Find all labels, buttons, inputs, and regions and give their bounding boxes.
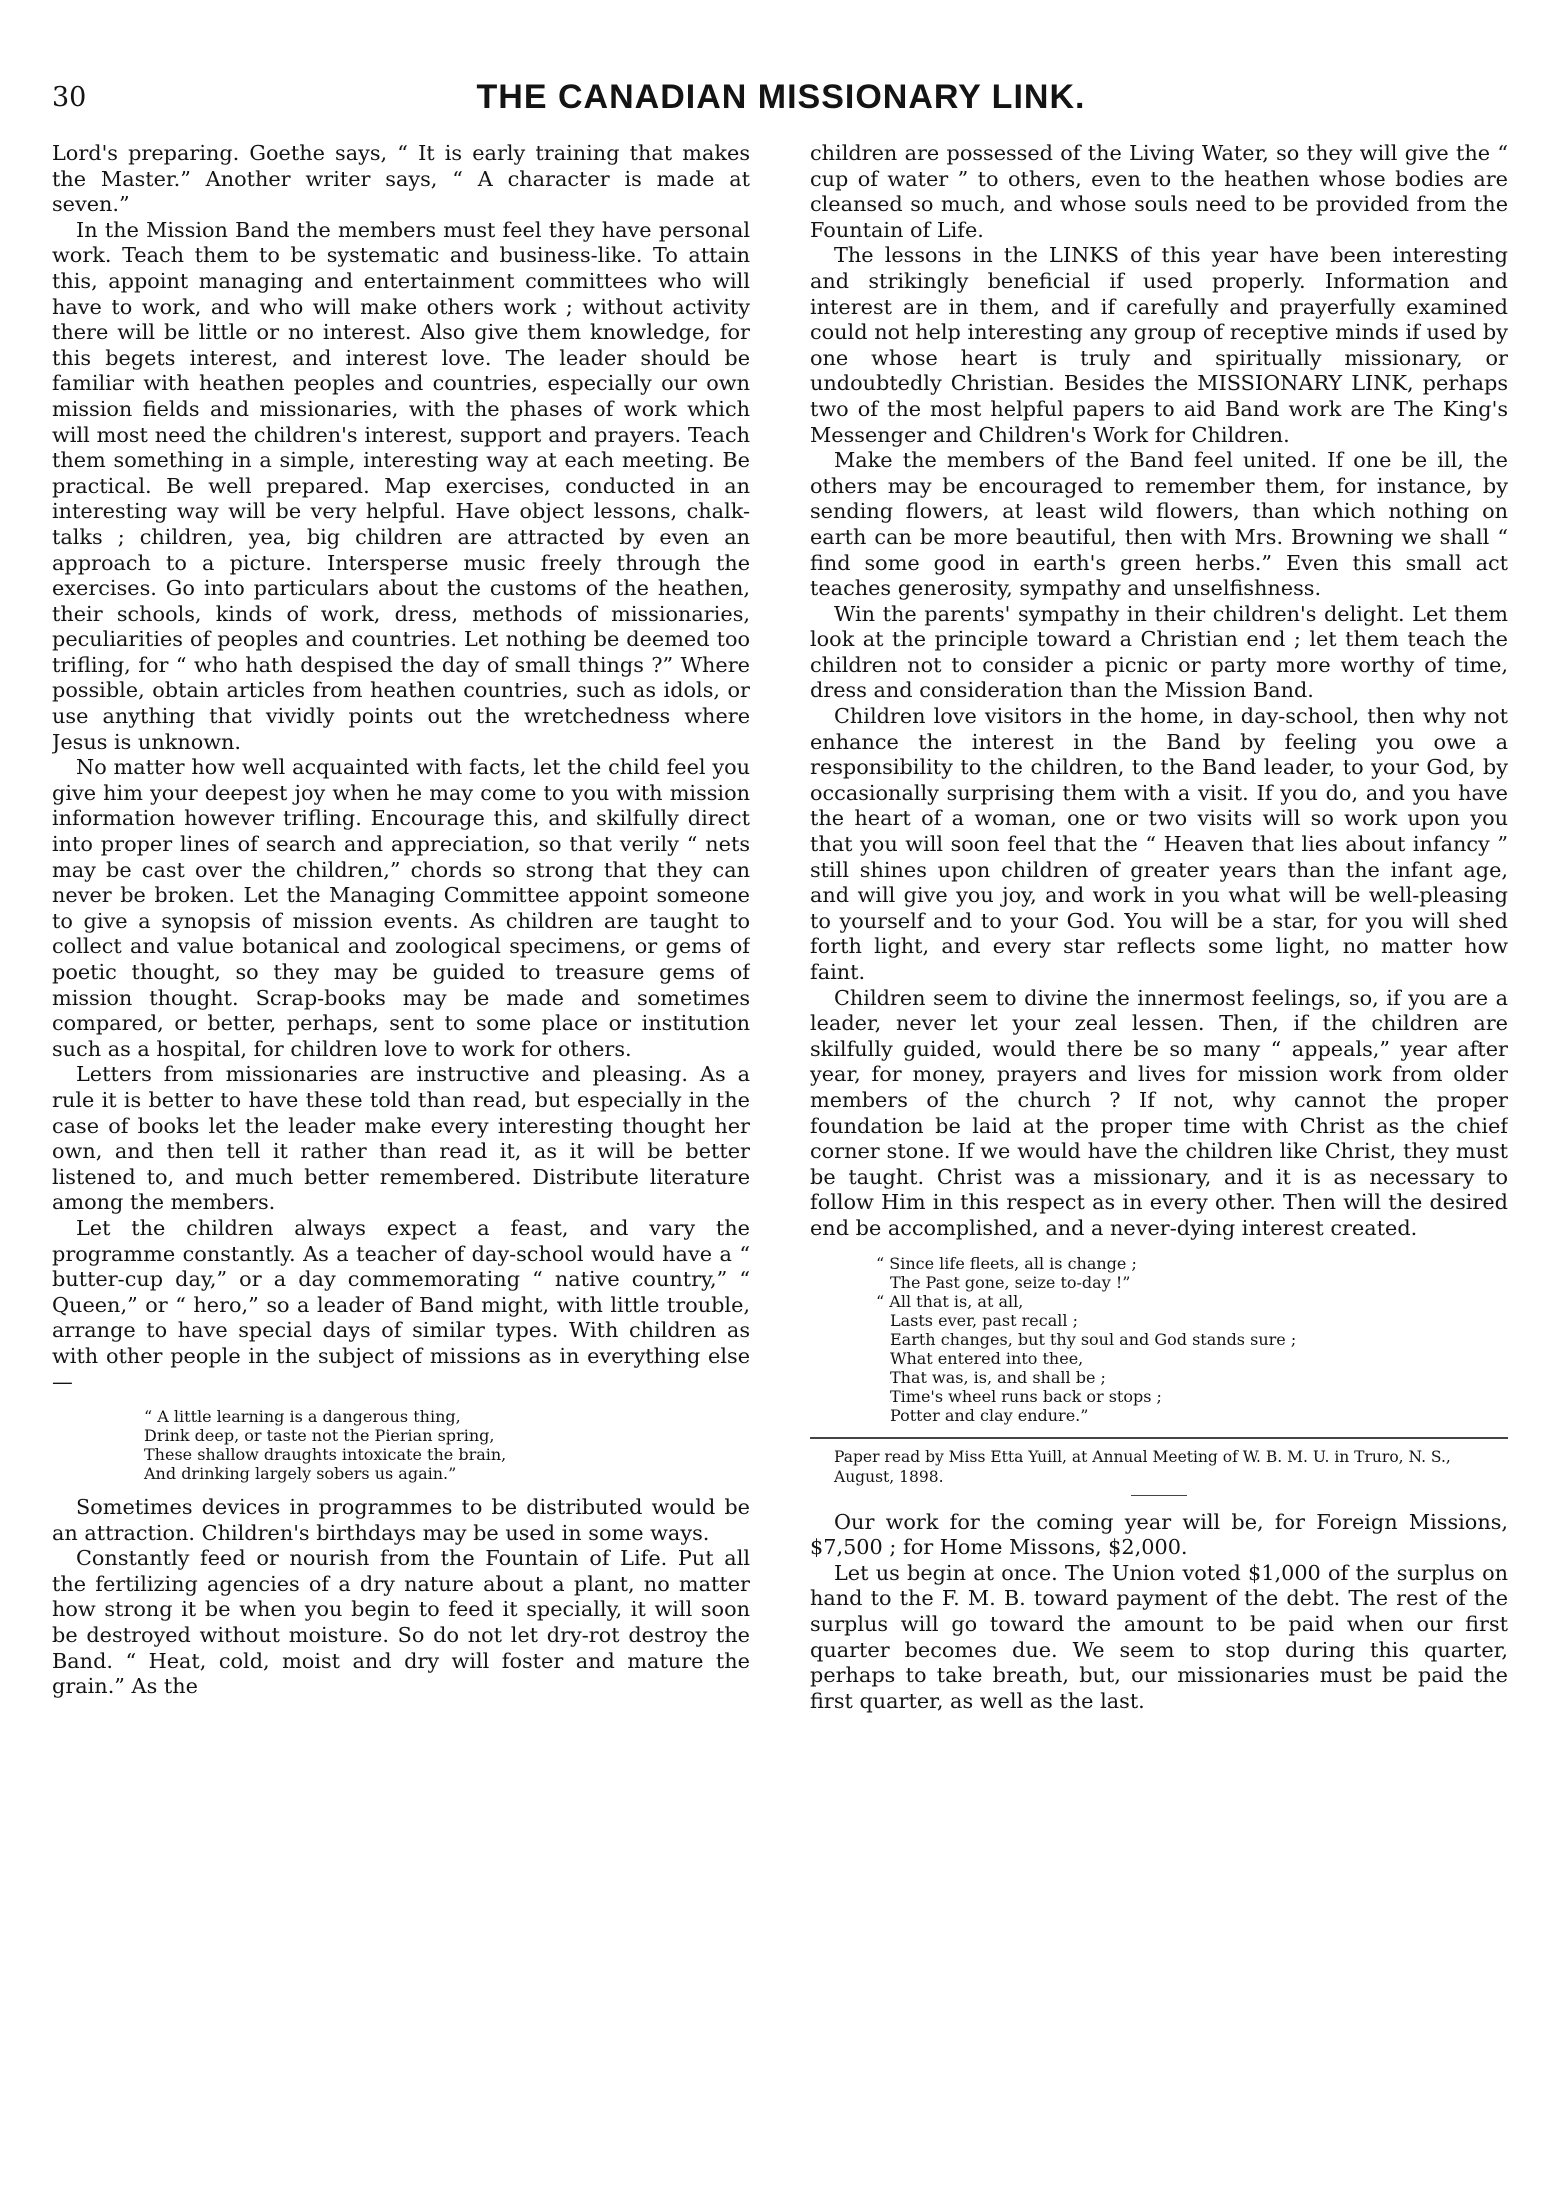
paragraph: Lord's preparing. Goethe says, “ It is early training that makes the Master.” Another writer says, “ A character is made at seven.”	[52, 141, 750, 217]
paragraph: Constantly feed or nourish from the Fountain of Life. Put all the fertilizing agencies of a dry nature about a plant, no matter how strong it be when you begin to feed it specially, it will soon be destroyed without moisture. So do not let dry-rot destroy the Band. “ Heat, cold, moist and dry will foster and mature the grain.” As the	[52, 1546, 750, 1699]
paragraph: Letters from missionaries are instructive and pleasing. As a rule it is better to have these told than read, but especially in the case of books let the leader make every interesting thought her own, and then tell it rather than read it, as it will be better listened to, and much better remembered. Distribute literature among the members.	[52, 1062, 750, 1215]
poem-line: What entered into thee,	[890, 1348, 1084, 1368]
paragraph: Let us begin at once. The Union voted $1,000 of the surplus on hand to the F. M. B. toward payment of the debt. The rest of the surplus will go toward the amount to be paid when our first quarter becomes due. We seem to stop during this quarter, perhaps to take breath, but, our missionaries must be paid the first quarter, as well as the last.	[810, 1560, 1508, 1713]
poem-line: These shallow draughts intoxicate the brain,	[144, 1445, 507, 1465]
poem-line: “ All that is, at all,	[876, 1291, 1024, 1311]
poem-line: That was, is, and shall be ;	[890, 1367, 1106, 1387]
poem-line: Drink deep, or taste not the Pierian spring,	[144, 1426, 495, 1446]
poem-line: The Past gone, seize to-day !”	[890, 1272, 1131, 1292]
paragraph: Let the children always expect a feast, and vary the programme constantly. As a teacher of day-school would have a “ butter-cup day,” or a day commemorating “ native country,” “ Queen,” or “ hero,” so a leader of Band might, with little trouble, arrange to have special days of similar types. With children as with other people in the subject of missions as in everything else—	[52, 1215, 750, 1394]
paragraph: The lessons in the LINKS of this year have been interesting and strikingly beneficial if used properly. Information and interest are in them, and if carefully and prayerfully examined could not help interesting any group of receptive minds if used by one whose heart is truly and spiritually missionary, or undoubtedly Christian. Besides the MISSIONARY LINK, perhaps two of the most helpful papers to aid Band work are The King's Messenger and Children's Work for Children.	[810, 243, 1508, 447]
attribution-note: Paper read by Miss Etta Yuill, at Annual Meeting of W. B. M. U. in Truro, N. S., August, 1898.	[834, 1447, 1451, 1486]
poem-line: Time's wheel runs back or stops ;	[890, 1386, 1162, 1406]
poem-line: Lasts ever, past recall ;	[890, 1310, 1078, 1330]
page-number: 30	[52, 82, 87, 113]
poem-line: And drinking largely sobers us again.”	[144, 1464, 457, 1484]
poem-line: Potter and clay endure.”	[890, 1405, 1089, 1425]
paragraph: Make the members of the Band feel united. If one be ill, the others may be encouraged to remember them, for instance, by sending flowers, at least wild flowers, than which nothing on earth can be more beautiful, then with Mrs. Browning we shall “ find some good in earth's green herbs.” Even this small act teaches generosity, sympathy and unselfishness.	[810, 448, 1508, 601]
right-column	[810, 141, 1508, 2151]
page-header	[0, 0, 1562, 120]
divider	[810, 1437, 1508, 1439]
paragraph: Children love visitors in the home, in day-school, then why not enhance the interest in the Band by feeling you owe a responsibility to the children, to the Band leader, to your God, by occasionally surprising them with a visit. If you do, and you have the heart of a woman, one or two visits will so work upon you that you will soon feel that the “ Heaven that lies about infancy ” still shines upon children of greater years than the infant age, and will give you joy, and work in you what will be well-pleasing to yourself and to your God. You will be a star, for you will shed forth light, and every star reflects some light, no matter how faint.	[810, 704, 1508, 984]
paragraph: In the Mission Band the members must feel they have personal work. Teach them to be systematic and business-like. To attain this, appoint managing and entertainment committees who will have to work, and who will make others work ; without activity there will be little or no interest. Also give them knowledge, for this begets interest, and interest love. The leader should be familiar with heathen peoples and countries, especially our own mission fields and missionaries, with the phases of work which will most need the children's interest, support and prayers. Teach them something in a simple, interesting way at each meeting. Be practical. Be well prepared. Map exercises, conducted in an interesting way will be very helpful. Have object lessons, chalk-talks ; children, yea, big children are attracted by even an approach to a picture. Intersperse music freely through the exercises. Go into particulars about the customs of the heathen, their schools, kinds of work, dress, methods of missionaries, peculiarities of peoples and countries. Let nothing be deemed too trifling, for “ who hath despised the day of small things ?” Where possible, obtain articles from heathen countries, such as idols, or use anything that vividly points out the wretchedness where Jesus is unknown.	[52, 217, 750, 754]
poem-quote	[144, 1407, 750, 1483]
left-column	[52, 141, 750, 2151]
poem-line: Earth changes, but thy soul and God stands sure ;	[890, 1329, 1297, 1349]
poem-quote	[876, 1254, 1508, 1425]
paragraph: Sometimes devices in programmes to be distributed would be an attraction. Children's birthdays may be used in some ways.	[52, 1495, 750, 1545]
paragraph: Children seem to divine the innermost feelings, so, if you are a leader, never let your zeal lessen. Then, if the children are skilfully guided, would there be so many “ appeals,” year after year, for money, prayers and lives for mission work from older members of the church ? If not, why cannot the proper foundation be laid at the proper time with Christ as the chief corner stone. If we would have the children like Christ, they must be taught. Christ was a missionary, and it is as necessary to follow Him in this respect as in every other. Then will the desired end be accomplished, and a never-dying interest created.	[810, 985, 1508, 1240]
divider	[1131, 1495, 1187, 1496]
paragraph: No matter how well acquainted with facts, let the child feel you give him your deepest joy when he may come to you with mission information however trifling. Encourage this, and skilfully direct into proper lines of search and appreciation, so that verily “ nets may be cast over the children,” chords so strong that they can never be broken. Let the Managing Committee appoint someone to give a synopsis of mission events. As children are taught to collect and value botanical and zoological specimens, or gems of poetic thought, so they may be guided to treasure gems of mission thought. Scrap-books may be made and sometimes compared, or better, perhaps, sent to some place or institution such as a hospital, for children love to work for others.	[52, 755, 750, 1061]
paragraph: Win the parents' sympathy in their children's delight. Let them look at the principle toward a Christian end ; let them teach the children not to consider a picnic or party more worthy of time, dress and consideration than the Mission Band.	[810, 601, 1508, 703]
paragraph: children are possessed of the Living Water, so they will give the “ cup of water ” to others, even to the heathen whose bodies are cleansed so much, and whose souls need to be provided from the Fountain of Life.	[810, 141, 1508, 242]
poem-line: “ Since life fleets, all is change ;	[876, 1253, 1137, 1273]
paragraph: Our work for the coming year will be, for Foreign Missions, $7,500 ; for Home Missons, $2,000.	[810, 1509, 1508, 1560]
running-title: THE CANADIAN MISSIONARY LINK.	[476, 78, 1086, 116]
poem-line: “ A little learning is a dangerous thing,	[144, 1407, 461, 1427]
